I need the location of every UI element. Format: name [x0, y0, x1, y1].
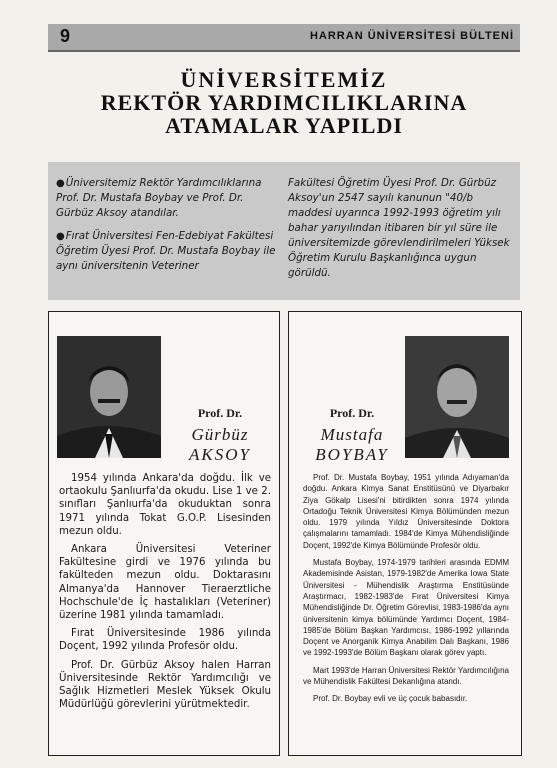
profile-card-boybay [288, 311, 522, 756]
page-number: 9 [60, 26, 71, 46]
bio-paragraph: Fırat Üniversitesinde 1986 yılında Doçent, 1992 yılında Profesör oldu. [59, 628, 271, 653]
bullet-icon: ● [56, 231, 65, 242]
bio-paragraph: Prof. Dr. Gürbüz Aksoy halen Harran Üniversitesinde Rektör Yardımcılığı ve Sağlık Hizmetleri Meslek Yüksek Okulu Müdürlüğü görevlerini yürütmektedir. [59, 659, 271, 711]
headline-line-2: REKTÖR YARDIMCILIKLARINA [100, 90, 468, 115]
summary-box [48, 162, 520, 300]
article-headline [48, 68, 520, 137]
biography [59, 472, 271, 716]
page-header [48, 24, 520, 52]
summary-left-column [56, 176, 282, 282]
given-name: Mustafa [320, 425, 384, 444]
academic-title: Prof. Dr. [197, 406, 243, 420]
name-block [165, 406, 275, 465]
biography [303, 472, 509, 711]
given-name: Gürbüz [191, 425, 249, 444]
headline-line-1: ÜNİVERSİTEMİZ [180, 67, 388, 92]
profile-card-aksoy [48, 311, 280, 756]
summary-paragraph-1: Üniversitemiz Rektör Yardımcılıklarına Prof. Dr. Mustafa Boybay ve Prof. Dr. Gürbüz Aksoy atandılar. [56, 177, 262, 219]
surname: AKSOY [189, 445, 251, 464]
bio-paragraph: Prof. Dr. Mustafa Boybay, 1951 yılında Adıyaman'da doğdu. Ankara Kimya Sanat Enstitüsünü ve Diyarbakır Ziya Gökalp Lisesi'ni bitirdikten sonra 1974 yılında Ortadoğu Teknik Üniversitesi Kimya Bölümünden mezun oldu. 1979 yılında Yıldız Üniversitesinde Doktora çalışmalarını tamamladı. 1984'de Kimya Mühendisliğinde Doçent, 1992'de Kimya Bölümünde Profesör oldu. [303, 473, 509, 550]
bio-paragraph: Prof. Dr. Boybay evli ve üç çocuk babasıdır. [313, 694, 468, 704]
bio-paragraph: 1954 yılında Ankara'da doğdu. İlk ve ortaokulu Şanlıurfa'da okudu. Lise 1 ve 2. sınıfları Şanlıurfa'da okuduktan sonra 1971 yılında Tokat G.O.P. Lisesinden mezun oldu. [59, 473, 271, 537]
headline-line-3: ATAMALAR YAPILDI [165, 113, 403, 138]
summary-right-column [288, 176, 514, 289]
publication-title: HARRAN ÜNİVERSİTESİ BÜLTENİ [309, 30, 514, 42]
surname: BOYBAY [315, 445, 389, 464]
bio-paragraph: Mart 1993'de Harran Üniversitesi Rektör Yardımcılığına ve Mühendislik Fakültesi Dekanlığına atandı. [303, 665, 509, 687]
bullet-icon: ● [56, 178, 65, 189]
portrait-photo [57, 336, 161, 458]
summary-paragraph-3: Fakültesi Öğretim Üyesi Prof. Dr. Gürbüz Aksoy'un 2547 sayılı kanunun "40/b maddesi uyarınca 1992-1993 öğretim yılı bahar yarıyılından itibaren bir yıl süre ile üniversitemizde görevlendirilmeleri Yüksek Öğretim Kurulu Başkanlığınca uygun görüldü. [288, 177, 510, 279]
summary-paragraph-2: Fırat Üniversitesi Fen-Edebiyat Fakültesi Öğretim Üyesi Prof. Dr. Mustafa Boybay ile aynı üniversitenin Veteriner [56, 230, 276, 272]
name-block [297, 406, 407, 465]
bio-paragraph: Mustafa Boybay, 1974-1979 tarihleri arasında EDMM Akademisinde Asistan, 1979-1982'de Amerika Iowa State Üniversitesi - Mühendislik Araştırma Enstitüsünde Araştırmacı, 1982-1983'de Fırat Üniversitesi Kimya Mühendisliğinde Dr. Öğretim Görevlisi, 1983-1986'da aynı üniversitenin kimya bölümünde Yardımcı Doçent, 1984-1985'de Bölüm Başkan Yardımcısı, 1986-1992 yıllarında Doçent ve Anorganik Kimya Anabilim Dalı Başkanı, 1986 ve 1992-1993'de Bölüm Başkanı olarak görev yaptı. [303, 558, 509, 658]
academic-title: Prof. Dr. [329, 406, 375, 420]
bio-paragraph: Ankara Üniversitesi Veteriner Fakültesine girdi ve 1976 yılında bu fakülteden mezun oldu. Doktarasını Almanya'da Hannover Tieraerztliche Hochschule'de İç hastalıkları (Veteriner) üzerine 1981 yılında tamamladı. [59, 544, 271, 622]
portrait-photo [405, 336, 509, 458]
